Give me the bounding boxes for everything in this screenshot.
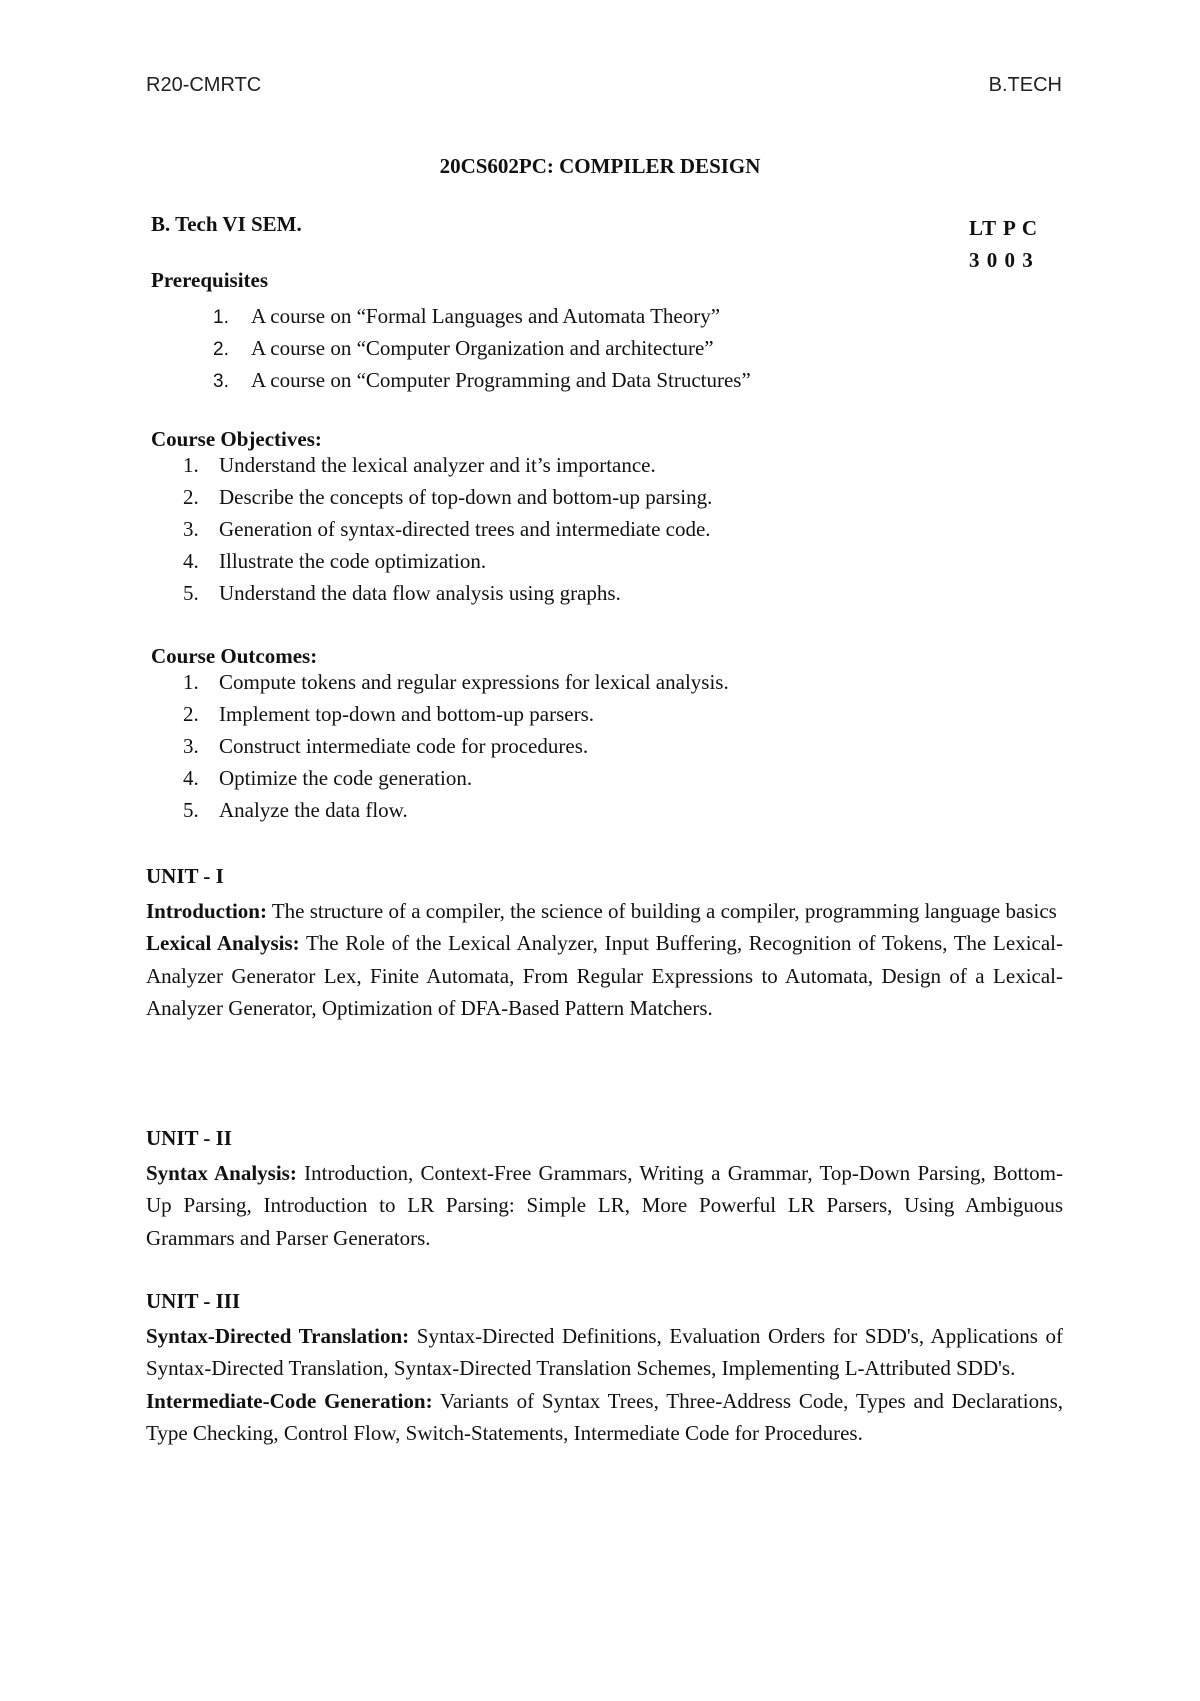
- list-text: Understand the data flow analysis using graphs.: [219, 581, 621, 605]
- topic-text: Variants of Syntax Trees, Three-Address Code, Types and Declarations, Type Checking, Control Flow, Switch-Statements, Intermediate Code for Procedures.: [146, 1388, 1064, 1445]
- list-number: 1.: [213, 307, 229, 328]
- ltpc-block: [969, 212, 1038, 276]
- objectives-list: [183, 449, 712, 609]
- unit-paragraph: [146, 1320, 1063, 1385]
- topic-label: Introduction:: [146, 898, 267, 923]
- list-number: 3.: [183, 734, 199, 758]
- list-text: A course on “Computer Programming and Data Structures”: [251, 368, 751, 392]
- list-item: [183, 545, 712, 577]
- list-item: [213, 364, 751, 396]
- list-item: [183, 794, 729, 826]
- list-text: A course on “Formal Languages and Automata Theory”: [251, 304, 721, 328]
- unit-paragraph: [146, 895, 1063, 928]
- list-text: Illustrate the code optimization.: [219, 549, 487, 573]
- topic-label: Syntax-Directed Translation:: [146, 1323, 410, 1348]
- list-number: 2.: [183, 485, 199, 509]
- list-text: Understand the lexical analyzer and it’s importance.: [219, 453, 656, 477]
- prerequisites-list: [213, 300, 751, 396]
- list-item: [213, 332, 751, 364]
- semester-label: B. Tech VI SEM.: [151, 212, 302, 236]
- list-item: [183, 698, 729, 730]
- list-number: 5.: [183, 581, 199, 605]
- list-text: A course on “Computer Organization and architecture”: [251, 336, 714, 360]
- outcomes-heading: Course Outcomes:: [151, 644, 318, 668]
- list-text: Generation of syntax-directed trees and intermediate code.: [219, 517, 711, 541]
- header-regulation: R20-CMRTC: [146, 74, 262, 96]
- unit-paragraph: [146, 1157, 1063, 1255]
- list-item: [183, 577, 712, 609]
- ltpc-values: 3 0 0 3: [969, 248, 1034, 272]
- topic-text: Syntax-Directed Definitions, Evaluation Orders for SDD's, Applications of Syntax-Directed Translation, Syntax-Directed Translation Schemes, Implementing L-Attributed SDD's.: [146, 1323, 1063, 1380]
- list-item: [183, 449, 712, 481]
- list-text: Implement top-down and bottom-up parsers.: [219, 702, 595, 726]
- unit-1-section: [146, 860, 1063, 1025]
- list-text: Describe the concepts of top-down and bottom-up parsing.: [219, 485, 713, 509]
- objectives-heading: Course Objectives:: [151, 427, 322, 451]
- topic-label: Intermediate-Code Generation:: [146, 1388, 433, 1413]
- unit-paragraph: [146, 927, 1063, 1025]
- list-text: Construct intermediate code for procedures.: [219, 734, 589, 758]
- list-item: [183, 666, 729, 698]
- list-number: 3.: [213, 371, 229, 392]
- list-item: [183, 481, 712, 513]
- unit-paragraph: [146, 1385, 1063, 1450]
- unit-3-section: [146, 1285, 1063, 1450]
- prerequisites-heading: Prerequisites: [151, 268, 269, 292]
- outcomes-list: [183, 666, 729, 826]
- list-number: 5.: [183, 798, 199, 822]
- unit-title: UNIT - III: [146, 1289, 241, 1313]
- topic-label: Syntax Analysis:: [146, 1160, 297, 1185]
- list-number: 2.: [213, 339, 229, 360]
- topic-text: Introduction, Context-Free Grammars, Writing a Grammar, Top-Down Parsing, Bottom-Up Parsing, Introduction to LR Parsing: Simple LR, More Powerful LR Parsers, Using Ambiguous Grammars and Parser Generators.: [146, 1160, 1064, 1250]
- course-title: 20CS602PC: COMPILER DESIGN: [439, 154, 761, 178]
- list-text: Analyze the data flow.: [219, 798, 408, 822]
- list-number: 3.: [183, 517, 199, 541]
- list-text: Optimize the code generation.: [219, 766, 473, 790]
- ltpc-label: LT P C: [969, 216, 1039, 240]
- list-item: [183, 513, 712, 545]
- unit-title: UNIT - I: [146, 864, 224, 888]
- list-item: [183, 730, 729, 762]
- list-number: 1.: [183, 453, 199, 477]
- list-number: 4.: [183, 766, 199, 790]
- topic-text: The Role of the Lexical Analyzer, Input Buffering, Recognition of Tokens, The Lexical-Analyzer Generator Lex, Finite Automata, From Regular Expressions to Automata, Design of a Lexical-Analyzer Generator, Optimization of DFA-Based Pattern Matchers.: [146, 931, 1063, 1020]
- header-program: B.TECH: [988, 74, 1062, 96]
- list-text: Compute tokens and regular expressions for lexical analysis.: [219, 670, 729, 694]
- list-number: 2.: [183, 702, 199, 726]
- list-item: [213, 300, 751, 332]
- topic-label: Lexical Analysis:: [146, 931, 300, 955]
- topic-text: The structure of a compiler, the science of building a compiler, programming language basics: [266, 898, 1057, 923]
- list-number: 1.: [183, 670, 199, 694]
- list-item: [183, 762, 729, 794]
- unit-2-section: [146, 1122, 1063, 1254]
- unit-title: UNIT - II: [146, 1126, 232, 1150]
- list-number: 4.: [183, 549, 199, 573]
